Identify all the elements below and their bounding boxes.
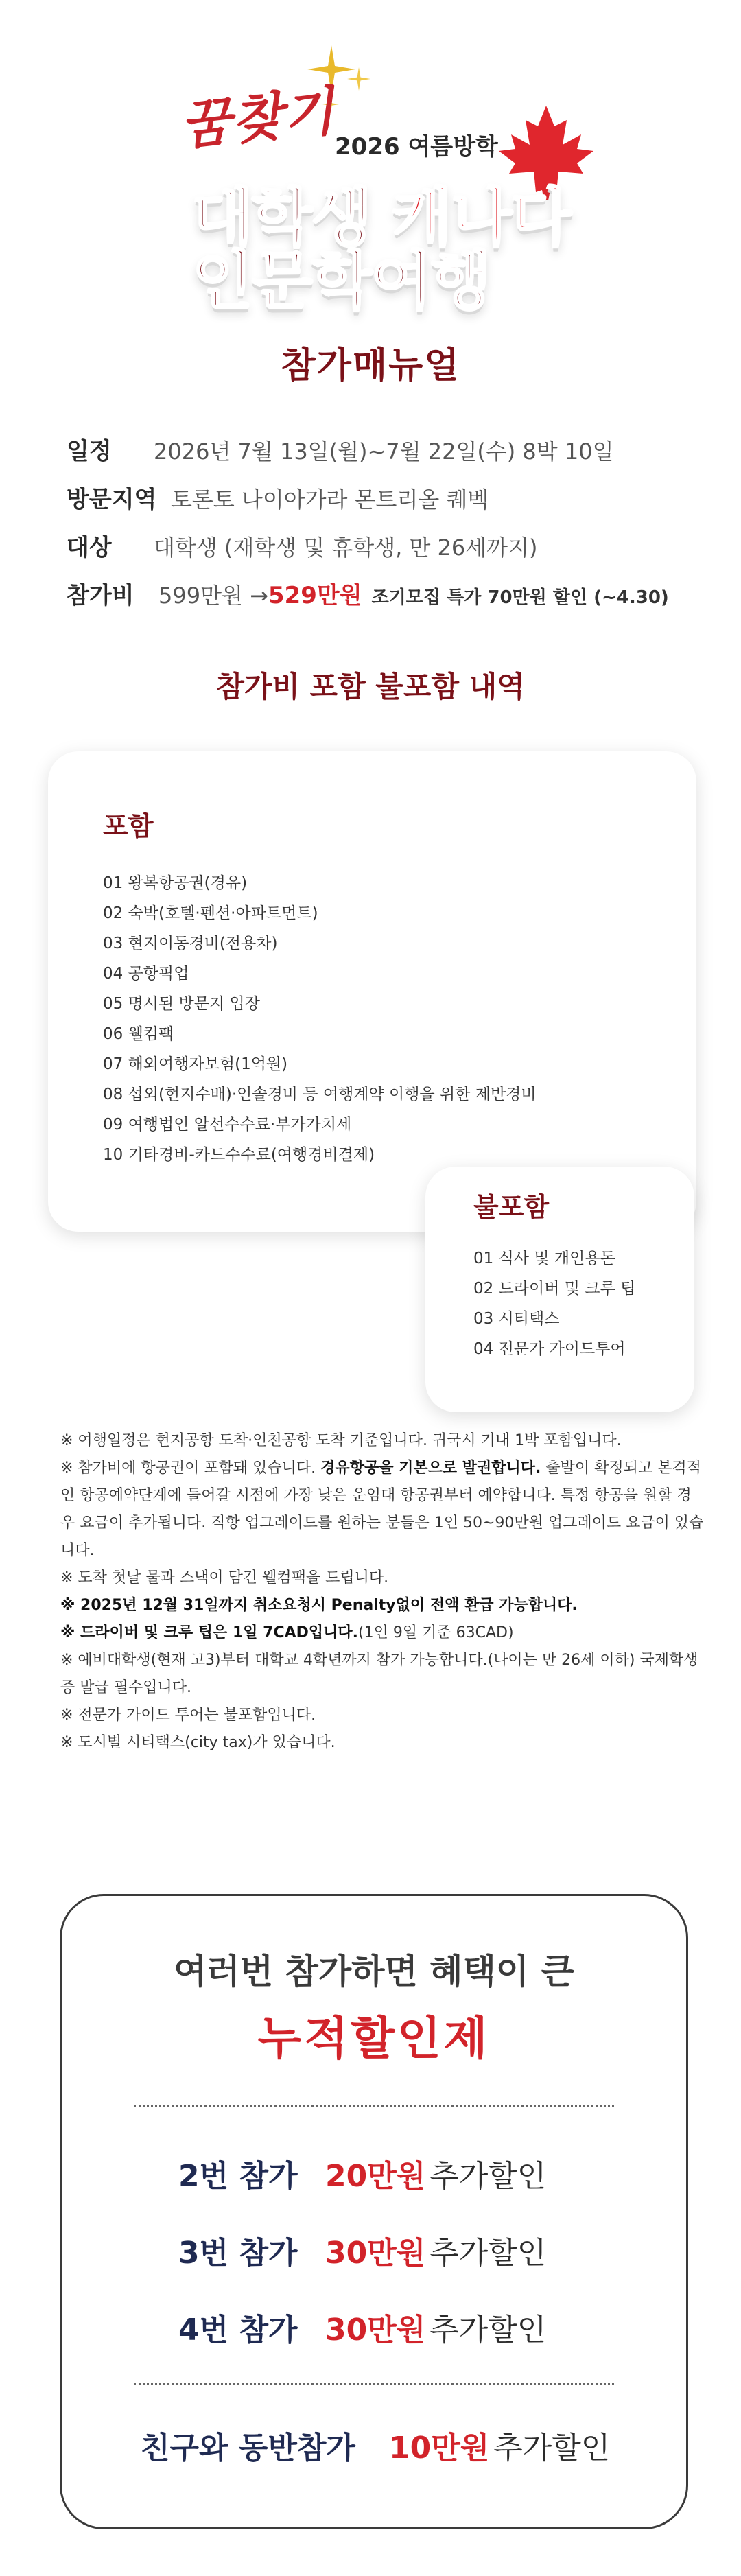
note-5-part-b: (1인 9일 기준 63CAD) bbox=[358, 1624, 514, 1641]
year-label: 2026 여름방학 bbox=[335, 133, 498, 161]
divider bbox=[134, 2383, 614, 2385]
benefit-friend-suffix: 추가할인 bbox=[493, 2431, 611, 2466]
benefit-row-suffix: 추가할인 bbox=[430, 2159, 547, 2194]
benefit-row-label: 4번 참가 bbox=[178, 2312, 298, 2347]
included-card bbox=[48, 751, 696, 1232]
info-target-label: 대상 bbox=[67, 534, 112, 561]
title-line-1-a: 대학생 bbox=[192, 181, 392, 255]
info-schedule-label: 일정 bbox=[67, 438, 112, 465]
list-item: 01 식사 및 개인용돈 bbox=[473, 1250, 615, 1267]
note-8: ※ 도시별 시티택스(city tax)가 있습니다. bbox=[60, 1734, 336, 1751]
excluded-list bbox=[473, 1243, 635, 1364]
list-item: 06 웰컴팩 bbox=[103, 1025, 174, 1043]
info-fee-discount-note: 조기모집 특가 70만원 할인 (~4.30) bbox=[371, 587, 669, 608]
benefit-row-amount: 30만원 bbox=[325, 2312, 426, 2347]
note-1: ※ 여행일정은 현지공항 도착·인천공항 도착 기준입니다. 귀국시 기내 1박 포함입니다. bbox=[60, 1432, 622, 1449]
info-region-value: 토론토 나이아가라 몬트리올 퀘벡 bbox=[171, 487, 489, 513]
info-fee-new-price: 529만원 bbox=[268, 582, 362, 609]
benefit-title: 누적할인제 bbox=[257, 2012, 491, 2065]
note-5 bbox=[60, 1619, 705, 1647]
benefit-row-4 bbox=[178, 2305, 546, 2349]
note-4-text: ※ 2025년 12월 31일까지 취소요청시 Penalty없이 전액 환급 가능합니다. bbox=[60, 1597, 578, 1614]
info-target bbox=[67, 528, 538, 562]
sparkle-icon bbox=[347, 67, 370, 91]
benefit-box bbox=[60, 1894, 688, 2529]
note-7: ※ 전문가 가이드 투어는 불포함입니다. bbox=[60, 1707, 316, 1724]
info-fee bbox=[67, 576, 669, 610]
divider bbox=[134, 2105, 614, 2107]
benefit-heading: 여러번 참가하면 혜택이 큰 bbox=[174, 1952, 574, 1991]
note-4 bbox=[60, 1592, 705, 1619]
list-item: 02 숙박(호텔·펜션·아파트먼트) bbox=[103, 904, 318, 922]
list-item: 04 전문가 가이드투어 bbox=[473, 1340, 626, 1358]
info-schedule bbox=[67, 432, 614, 466]
list-item: 09 여행법인 알선수수료·부가가치세 bbox=[103, 1116, 352, 1134]
benefit-row-suffix: 추가할인 bbox=[430, 2236, 547, 2271]
benefit-row-3 bbox=[178, 2228, 546, 2272]
note-3: ※ 도착 첫날 물과 스낵이 담긴 웰컴팩을 드립니다. bbox=[60, 1569, 389, 1586]
benefit-row-suffix: 추가할인 bbox=[430, 2312, 547, 2347]
benefit-row-amount: 30만원 bbox=[325, 2236, 426, 2271]
note-2-part-c: 출발이 확정되고 본격적인 항공예약단계에 들어갈 시점에 가장 낮은 운임대 항공권부터 예약합니다. 특정 항공을 원할 경우 요금이 추가됩니다. 직항 업그레이드를 원하는 분들은 1인 50~90만원 업그레이드 요금이 있습니다. bbox=[60, 1460, 704, 1559]
benefit-row-friend bbox=[141, 2423, 610, 2467]
list-item: 02 드라이버 및 크루 팁 bbox=[473, 1280, 636, 1298]
list-item: 01 왕복항공권(경유) bbox=[103, 874, 248, 892]
info-fee-old-price: 599만원 → bbox=[158, 583, 268, 609]
brand-script-word: 꿈찾기 bbox=[177, 80, 338, 157]
benefit-row-amount: 20만원 bbox=[325, 2159, 426, 2194]
note-5-part-a: ※ 드라이버 및 크루 팁은 1일 7CAD입니다. bbox=[60, 1624, 359, 1641]
list-item: 03 시티택스 bbox=[473, 1310, 560, 1328]
title-line-1 bbox=[192, 181, 571, 255]
benefit-row-label: 2번 참가 bbox=[178, 2159, 298, 2194]
manual-title: 참가매뉴얼 bbox=[281, 345, 460, 386]
title-line-2 bbox=[192, 244, 491, 318]
list-item: 10 기타경비-카드수수료(여행경비결제) bbox=[103, 1146, 375, 1164]
benefit-row-label: 3번 참가 bbox=[178, 2236, 298, 2271]
list-item: 05 명시된 방문지 입장 bbox=[103, 995, 260, 1013]
excluded-heading: 불포함 bbox=[473, 1192, 550, 1222]
info-target-value: 대학생 (재학생 및 휴학생, 만 26세까지) bbox=[154, 535, 538, 561]
note-2 bbox=[60, 1455, 705, 1565]
note-2-part-b: 경유항공을 기본으로 발권합니다. bbox=[320, 1460, 541, 1477]
title-line-1-b: 캐나다 bbox=[391, 181, 571, 255]
list-item: 07 해외여행자보험(1억원) bbox=[103, 1055, 288, 1073]
benefit-row-2 bbox=[178, 2151, 546, 2195]
benefit-friend-amount: 10만원 bbox=[389, 2431, 490, 2466]
list-item: 08 섭외(현지수배)·인솔경비 등 여행계약 이행을 위한 제반경비 bbox=[103, 1086, 537, 1103]
info-schedule-value: 2026년 7월 13일(월)~7월 22일(수) 8박 10일 bbox=[154, 438, 614, 465]
list-item: 04 공항픽업 bbox=[103, 965, 189, 983]
inclusion-section-title: 참가비 포함 불포함 내역 bbox=[216, 670, 525, 703]
note-6: ※ 예비대학생(현재 고3)부터 대학교 4학년까지 참가 가능합니다.(나이는 만 26세 이하) 국제학생증 발급 필수입니다. bbox=[60, 1652, 698, 1696]
note-2-part-a: ※ 참가비에 항공권이 포함돼 있습니다. bbox=[60, 1460, 321, 1477]
included-heading: 포함 bbox=[103, 811, 154, 841]
notes bbox=[60, 1427, 705, 1757]
info-region bbox=[67, 480, 489, 514]
title-line-2-text: 인문학여행 bbox=[192, 244, 491, 318]
info-region-label: 방문지역 bbox=[67, 486, 157, 513]
benefit-friend-label: 친구와 동반참가 bbox=[141, 2431, 355, 2466]
excluded-card bbox=[425, 1167, 694, 1412]
info-fee-label: 참가비 bbox=[67, 582, 134, 609]
list-item: 03 현지이동경비(전용차) bbox=[103, 935, 278, 952]
included-list bbox=[103, 868, 537, 1170]
